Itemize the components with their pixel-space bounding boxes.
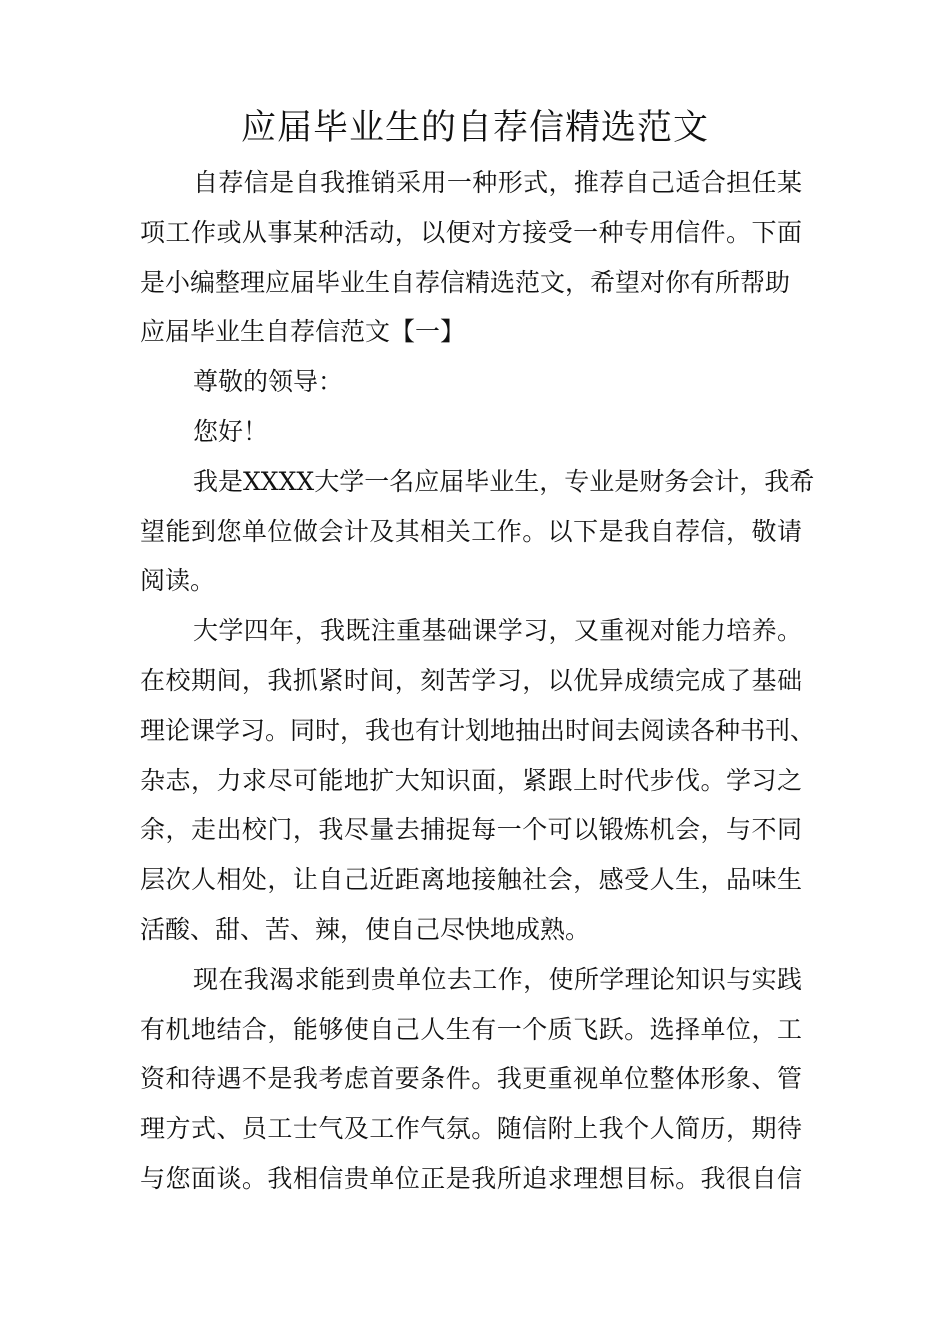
text-line: 余，走出校门，我尽量去捕捉每一个可以锻炼机会，与不同 — [140, 815, 802, 845]
text-line: 应届毕业生自荐信范文【一】 — [140, 317, 466, 347]
text-line: 是小编整理应届毕业生自荐信精选范文，希望对你有所帮助 — [140, 267, 791, 297]
text-line: 理论课学习。同时，我也有计划地抽出时间去阅读各种书刊、 — [140, 715, 816, 745]
paragraph — [140, 158, 802, 307]
text-line: 尊敬的领导： — [193, 367, 344, 397]
text-line: 资和待遇不是我考虑首要条件。我更重视单位整体形象、管 — [140, 1064, 802, 1094]
text-line: 大学四年，我既注重基础课学习，又重视对能力培养。 — [193, 616, 802, 646]
paragraph — [140, 357, 802, 407]
paragraph — [140, 955, 802, 1204]
text-line: 现在我渴求能到贵单位去工作，使所学理论知识与实践 — [193, 964, 802, 994]
document-title: 应届毕业生的自荐信精选范文 — [240, 108, 709, 148]
text-line: 您好！ — [193, 416, 269, 446]
text-line: 活酸、甜、苦、辣，使自己尽快地成熟。 — [140, 914, 591, 944]
paragraph — [140, 606, 816, 955]
document-body — [140, 158, 816, 1204]
text-line: 与您面谈。我相信贵单位正是我所追求理想目标。我很自信 — [140, 1163, 802, 1193]
text-line: 理方式、员工士气及工作气氛。随信附上我个人简历，期待 — [140, 1114, 802, 1144]
text-line: 在校期间，我抓紧时间，刻苦学习，以优异成绩完成了基础 — [140, 665, 802, 695]
text-line: 阅读。 — [140, 566, 216, 596]
text-line: 杂志，力求尽可能地扩大知识面，紧跟上时代步伐。学习之 — [140, 765, 802, 795]
text-line: 望能到您单位做会计及其相关工作。以下是我自荐信，敬请 — [140, 516, 802, 546]
text-line: 自荐信是自我推销采用一种形式，推荐自己适合担任某 — [193, 168, 802, 197]
paragraph — [140, 307, 802, 357]
text-line: 项工作或从事某种活动，以便对方接受一种专用信件。下面 — [140, 217, 802, 247]
paragraph — [140, 457, 815, 606]
text-line: 我是XXXX大学一名应届毕业生，专业是财务会计，我希 — [193, 466, 815, 496]
text-line: 有机地结合，能够使自己人生有一个质飞跃。选择单位，工 — [140, 1014, 802, 1044]
paragraph — [140, 407, 802, 457]
text-line: 层次人相处，让自己近距离地接触社会，感受人生，品味生 — [140, 865, 802, 895]
